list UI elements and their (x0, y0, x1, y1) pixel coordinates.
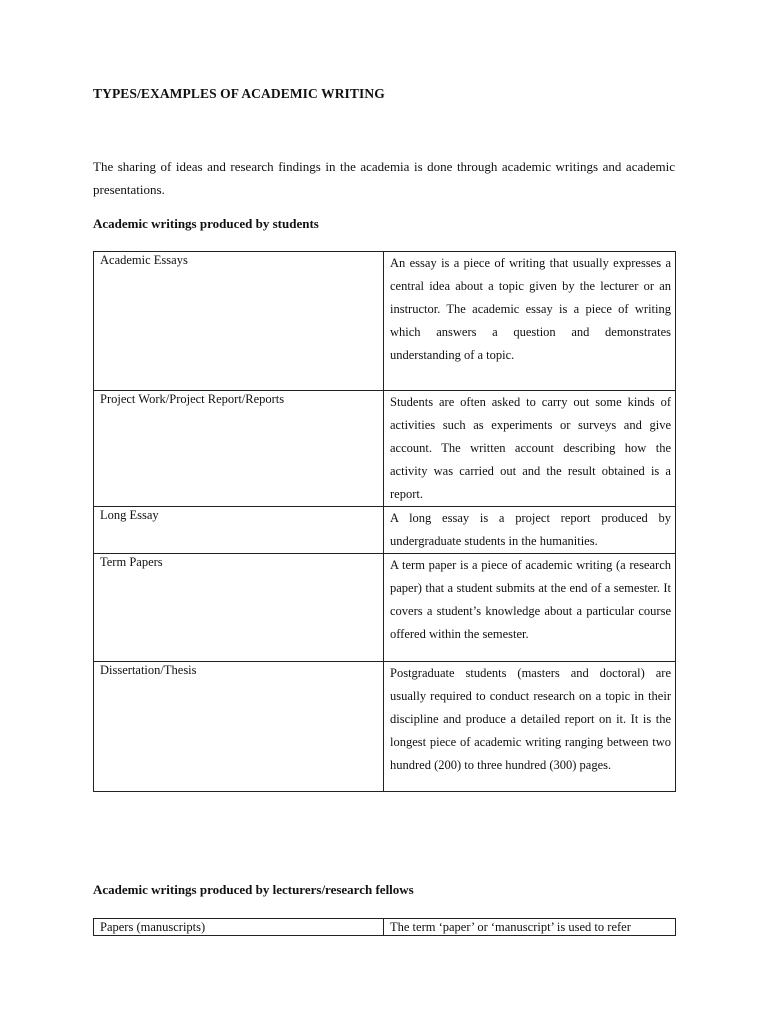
table-row (94, 554, 676, 662)
writing-type-cell: Term Papers (94, 554, 384, 662)
writing-type-cell: Academic Essays (94, 252, 384, 391)
table-row (94, 252, 676, 391)
table-row (94, 662, 676, 792)
document-title: TYPES/EXAMPLES OF ACADEMIC WRITING (93, 86, 385, 101)
table-row (94, 919, 676, 936)
writing-type-cell: Papers (manuscripts) (94, 919, 384, 936)
writing-description-cell: Students are often asked to carry out some kinds of activities such as experiments or surveys and give account. The written account describing how the activity was carried out and the result obtained is a report. (384, 391, 676, 507)
writing-description-cell: An essay is a piece of writing that usually expresses a central idea about a topic given by the lecturer or an instructor. The academic essay is a piece of writing which answers a question and demonstrates understanding of a topic. (384, 252, 676, 391)
table-row (94, 507, 676, 554)
student-writings-table (93, 251, 676, 792)
writing-description-cell: Postgraduate students (masters and doctoral) are usually required to conduct research on a topic in their discipline and produce a detailed report on it. It is the longest piece of academic writing ranging between two hundred (200) to three hundred (300) pages. (384, 662, 676, 792)
lecturer-writings-table (93, 918, 676, 936)
writing-type-cell: Long Essay (94, 507, 384, 554)
intro-paragraph: The sharing of ideas and research findings in the academia is done through academic writings and academic presentations. (93, 159, 675, 197)
writing-description-cell: A long essay is a project report produced by undergraduate students in the humanities. (384, 507, 676, 554)
writing-type-cell: Project Work/Project Report/Reports (94, 391, 384, 507)
section-heading-lecturers: Academic writings produced by lecturers/research fellows (93, 882, 414, 897)
section-heading-students: Academic writings produced by students (93, 216, 319, 231)
writing-type-cell: Dissertation/Thesis (94, 662, 384, 792)
writing-description-cell: The term ‘paper’ or ‘manuscript’ is used to refer (384, 919, 676, 936)
table-row (94, 391, 676, 507)
writing-description-cell: A term paper is a piece of academic writing (a research paper) that a student submits at the end of a semester. It covers a student’s knowledge about a particular course offered within the semester. (384, 554, 676, 662)
